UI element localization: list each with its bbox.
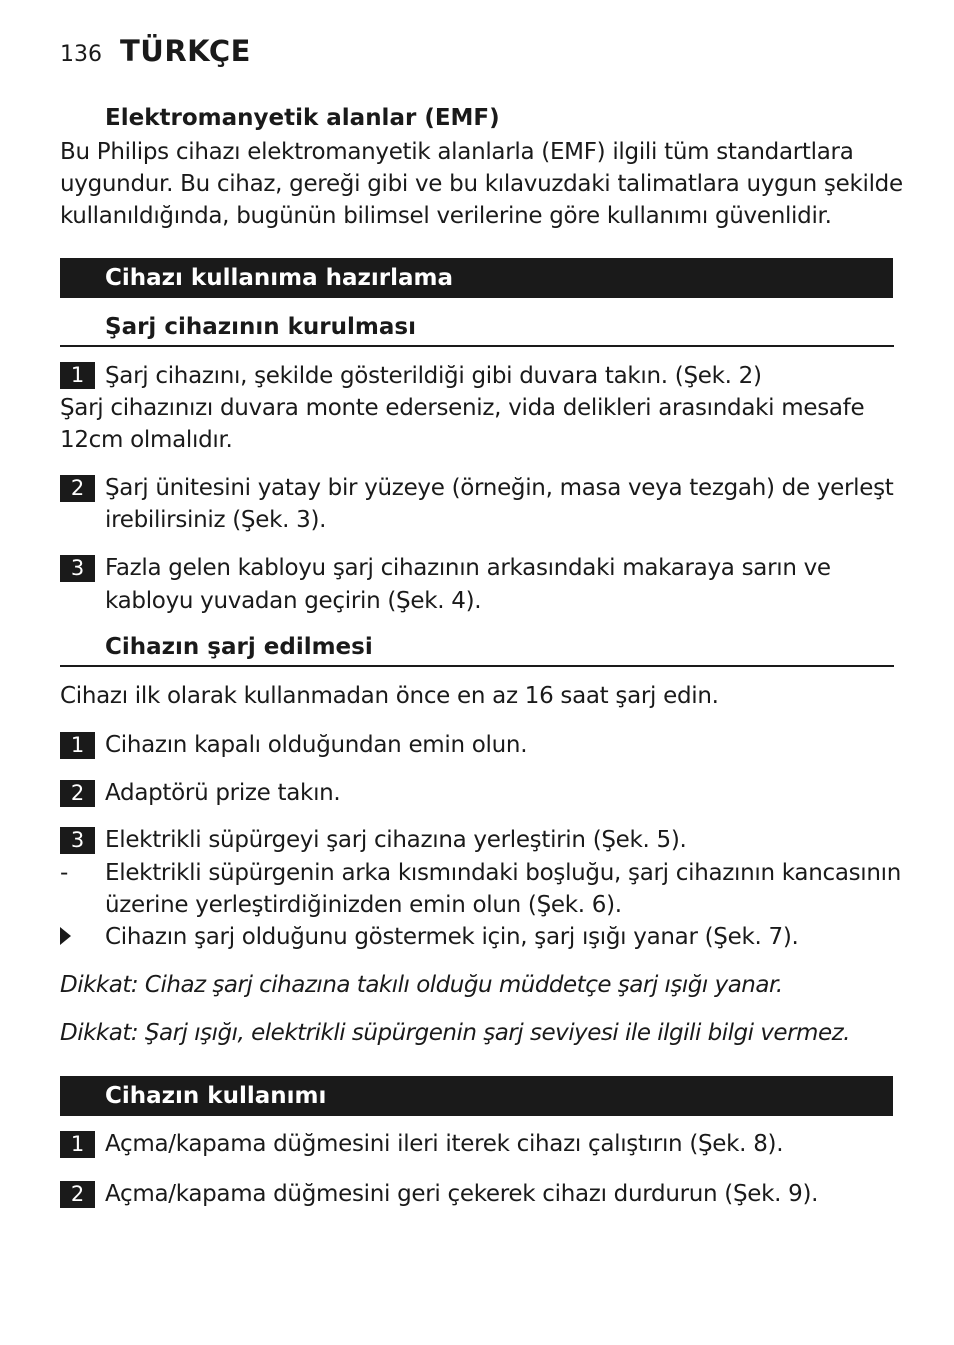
charging-note-2: Dikkat: Şarj ışığı, elektrikli süpürgenin şarj seviyesi ile ilgili bilgi vermez. xyxy=(60,1020,850,1046)
emf-line-2: uygundur. Bu cihaz, gereği gibi ve bu kılavuzdaki talimatlara uygun şekilde xyxy=(60,171,903,197)
page-number: 136 xyxy=(60,42,102,67)
install-note-line-1: Şarj cihazınızı duvara monte ederseniz, vida delikleri arasındaki mesafe xyxy=(60,395,865,421)
step-number-badge: 2 xyxy=(60,1181,95,1208)
step-number-badge: 2 xyxy=(60,475,95,502)
charging-step-1-text: Cihazın kapalı olduğundan emin olun. xyxy=(105,732,528,758)
dash-marker: - xyxy=(60,860,69,886)
emf-line-1: Bu Philips cihazı elektromanyetik alanlarla (EMF) ilgili tüm standartlara xyxy=(60,139,854,165)
triangle-bullet-icon xyxy=(60,927,71,945)
use-step-1-text: Açma/kapama düğmesini ileri iterek cihazı çalıştırın (Şek. 8). xyxy=(105,1131,784,1157)
step-number-badge: 2 xyxy=(60,780,95,807)
charging-heading-rule xyxy=(60,665,894,667)
step-number-badge: 1 xyxy=(60,362,95,389)
charging-heading: Cihazın şarj edilmesi xyxy=(105,634,373,660)
install-note-line-2: 12cm olmalıdır. xyxy=(60,427,233,453)
page-language-title: TÜRKÇE xyxy=(120,34,251,68)
section-band-prepare xyxy=(60,258,893,298)
install-step-2-line-1: Şarj ünitesini yatay bir yüzeye (örneğin, masa veya tezgah) de yerleşt xyxy=(105,475,894,501)
charging-step-3-text: Elektrikli süpürgeyi şarj cihazına yerleştirin (Şek. 5). xyxy=(105,827,687,853)
step-number-badge: 3 xyxy=(60,555,95,582)
install-heading: Şarj cihazının kurulması xyxy=(105,314,416,340)
step-number-badge: 1 xyxy=(60,732,95,759)
section-title-prepare: Cihazı kullanıma hazırlama xyxy=(105,265,454,291)
emf-line-3: kullanıldığında, bugünün bilimsel verilerine göre kullanımı güvenlidir. xyxy=(60,203,832,229)
install-step-3-line-1: Fazla gelen kabloyu şarj cihazının arkasındaki makaraya sarın ve xyxy=(105,555,831,581)
charging-result-text: Cihazın şarj olduğunu göstermek için, şarj ışığı yanar (Şek. 7). xyxy=(105,924,799,950)
charging-step-2-text: Adaptörü prize takın. xyxy=(105,780,341,806)
step-number-badge: 1 xyxy=(60,1131,95,1158)
install-heading-rule xyxy=(60,345,894,347)
charging-intro: Cihazı ilk olarak kullanmadan önce en az 16 saat şarj edin. xyxy=(60,683,719,709)
use-step-2-text: Açma/kapama düğmesini geri çekerek cihazı durdurun (Şek. 9). xyxy=(105,1181,819,1207)
section-band-use xyxy=(60,1076,893,1116)
install-step-1-text: Şarj cihazını, şekilde gösterildiği gibi duvara takın. (Şek. 2) xyxy=(105,363,762,389)
install-step-3-line-2: kabloyu yuvadan geçirin (Şek. 4). xyxy=(105,588,482,614)
install-step-2-line-2: irebilirsiniz (Şek. 3). xyxy=(105,507,327,533)
step-number-badge: 3 xyxy=(60,827,95,854)
emf-heading: Elektromanyetik alanlar (EMF) xyxy=(105,105,500,131)
charging-dash-line-2: üzerine yerleştirdiğinizden emin olun (Şek. 6). xyxy=(105,892,622,918)
charging-dash-line-1: Elektrikli süpürgenin arka kısmındaki boşluğu, şarj cihazının kancasının xyxy=(105,860,902,886)
section-title-use: Cihazın kullanımı xyxy=(105,1083,327,1109)
charging-note-1: Dikkat: Cihaz şarj cihazına takılı olduğu müddetçe şarj ışığı yanar. xyxy=(60,972,783,998)
